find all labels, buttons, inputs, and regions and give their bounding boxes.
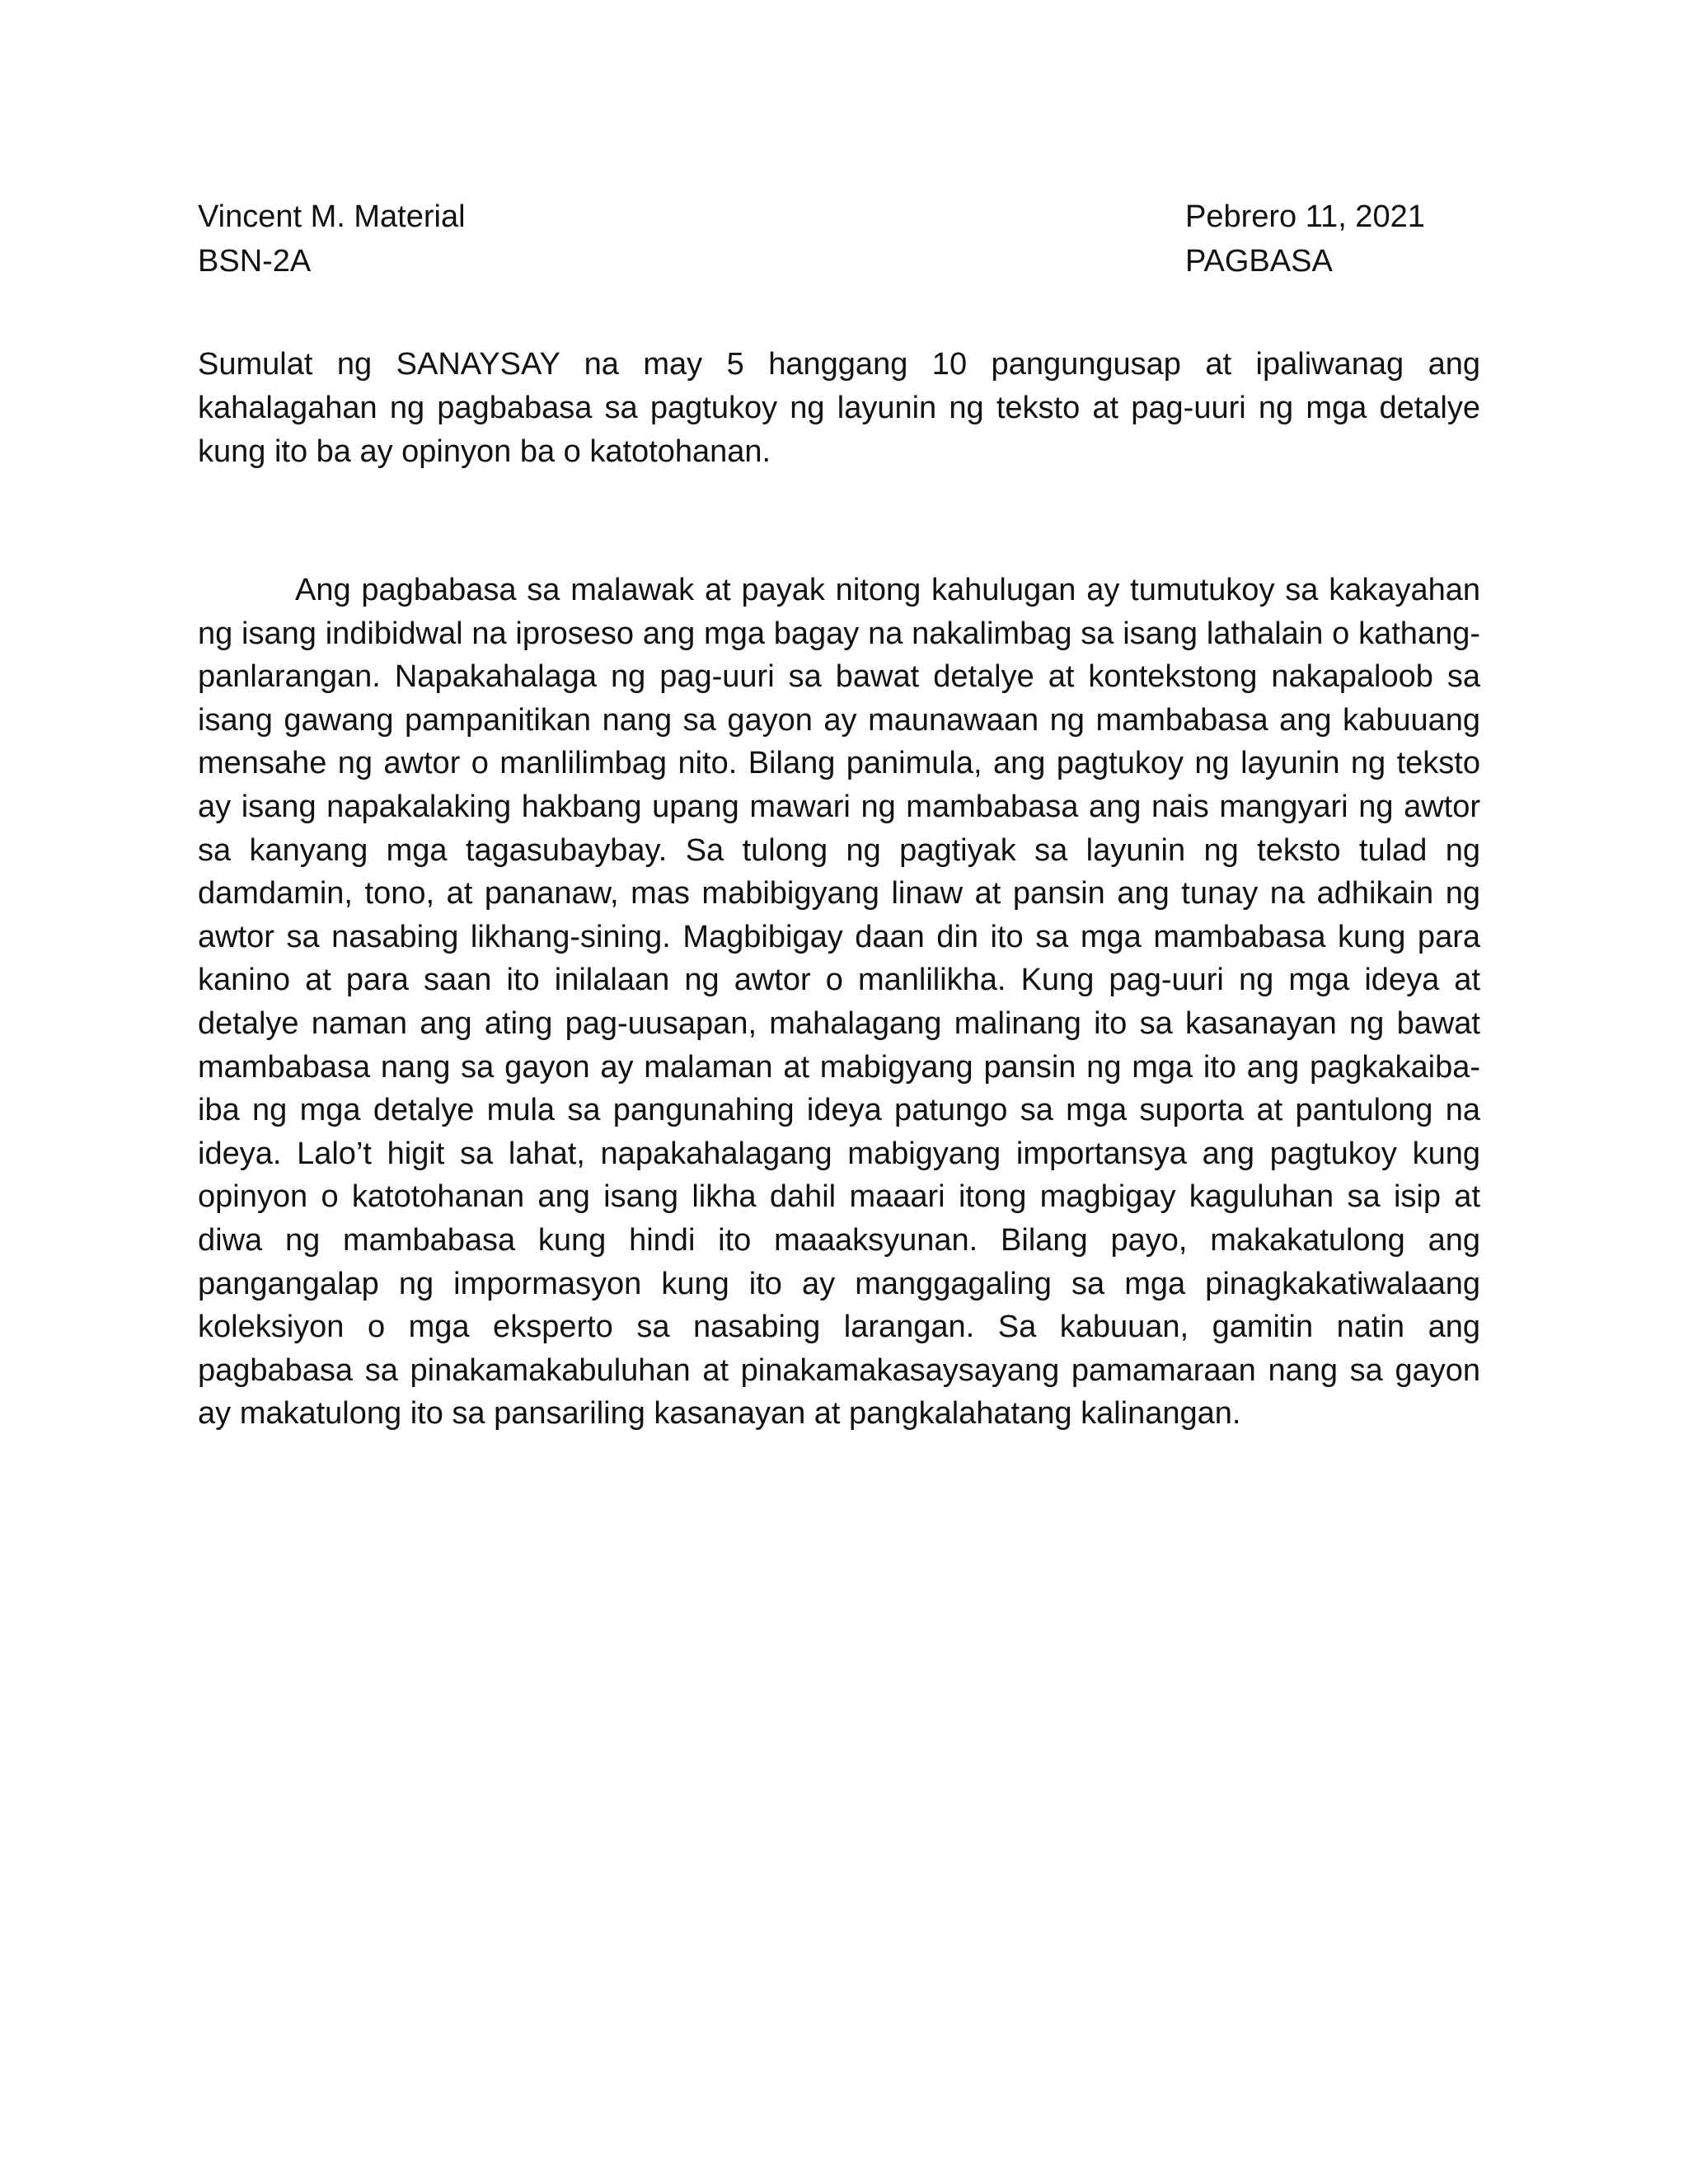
- header-right: [1185, 194, 1425, 284]
- student-section: BSN-2A: [198, 244, 312, 279]
- student-name: Vincent M. Material: [198, 199, 466, 234]
- document-subject: PAGBASA: [1185, 244, 1333, 279]
- document-date: Pebrero 11, 2021: [1185, 199, 1425, 234]
- header-left: [198, 194, 466, 284]
- assignment-prompt: Sumulat ng SANAYSAY na may 5 hanggang 10 pangungusap at ipaliwanag ang kahalagahan ng pagbabasa sa pagtukoy ng layunin ng teksto at pag-uuri ng mga detalye kung ito ba ay opinyon ba o katotohanan.: [198, 347, 1480, 469]
- essay-paragraph: Ang pagbabasa sa malawak at payak nitong kahulugan ay tumutukoy sa kakayahan ng isang indibidwal na iproseso ang mga bagay na nakalimbag sa isang lathalain o kathang-panlarangan. Napakahalaga ng pag-uuri sa bawat detalye at kontekstong nakapaloob sa isang gawang pampanitikan nang sa gayon ay maunawaan ng mambabasa ang kabuuang mensahe ng awtor o manlilimbag nito. Bilang panimula, ang pagtukoy ng layunin ng teksto ay isang napakalaking hakbang upang mawari ng mambabasa ang nais mangyari ng awtor sa kanyang mga tagasubaybay. Sa tulong ng pagtiyak sa layunin ng teksto tulad ng damdamin, tono, at pananaw, mas mabibigyang linaw at pansin ang tunay na adhikain ng awtor sa nasabing likhang-sining. Magbibigay daan din ito sa mga mambabasa kung para kanino at para saan ito inilalaan ng awtor o manlilikha. Kung pag-uuri ng mga ideya at detalye naman ang ating pag-uusapan, mahalagang malinang ito sa kasanayan ng bawat mambabasa nang sa gayon ay malaman at mabigyang pansin ng mga ito ang pagkakaiba-iba ng mga detalye mula sa pangunahing ideya patungo sa mga suporta at pantulong na ideya. Lalo’t higit sa lahat, napakahalagang mabigyang importansya ang pagtukoy kung opinyon o katotohanan ang isang likha dahil maaari itong magbigay kaguluhan sa isip at diwa ng mambabasa kung hindi ito maaaksyunan. Bilang payo, makakatulong ang pangangalap ng impormasyon kung ito ay manggagaling sa mga pinagkakatiwalaang koleksiyon o mga eksperto sa nasabing larangan. Sa kabuuan, gamitin natin ang pagbabasa sa pinakamakabuluhan at pinakamakasaysayang pamamaraan nang sa gayon ay makatulong ito sa pansariling kasanayan at pangkalahatang kalinangan.: [198, 573, 1480, 1432]
